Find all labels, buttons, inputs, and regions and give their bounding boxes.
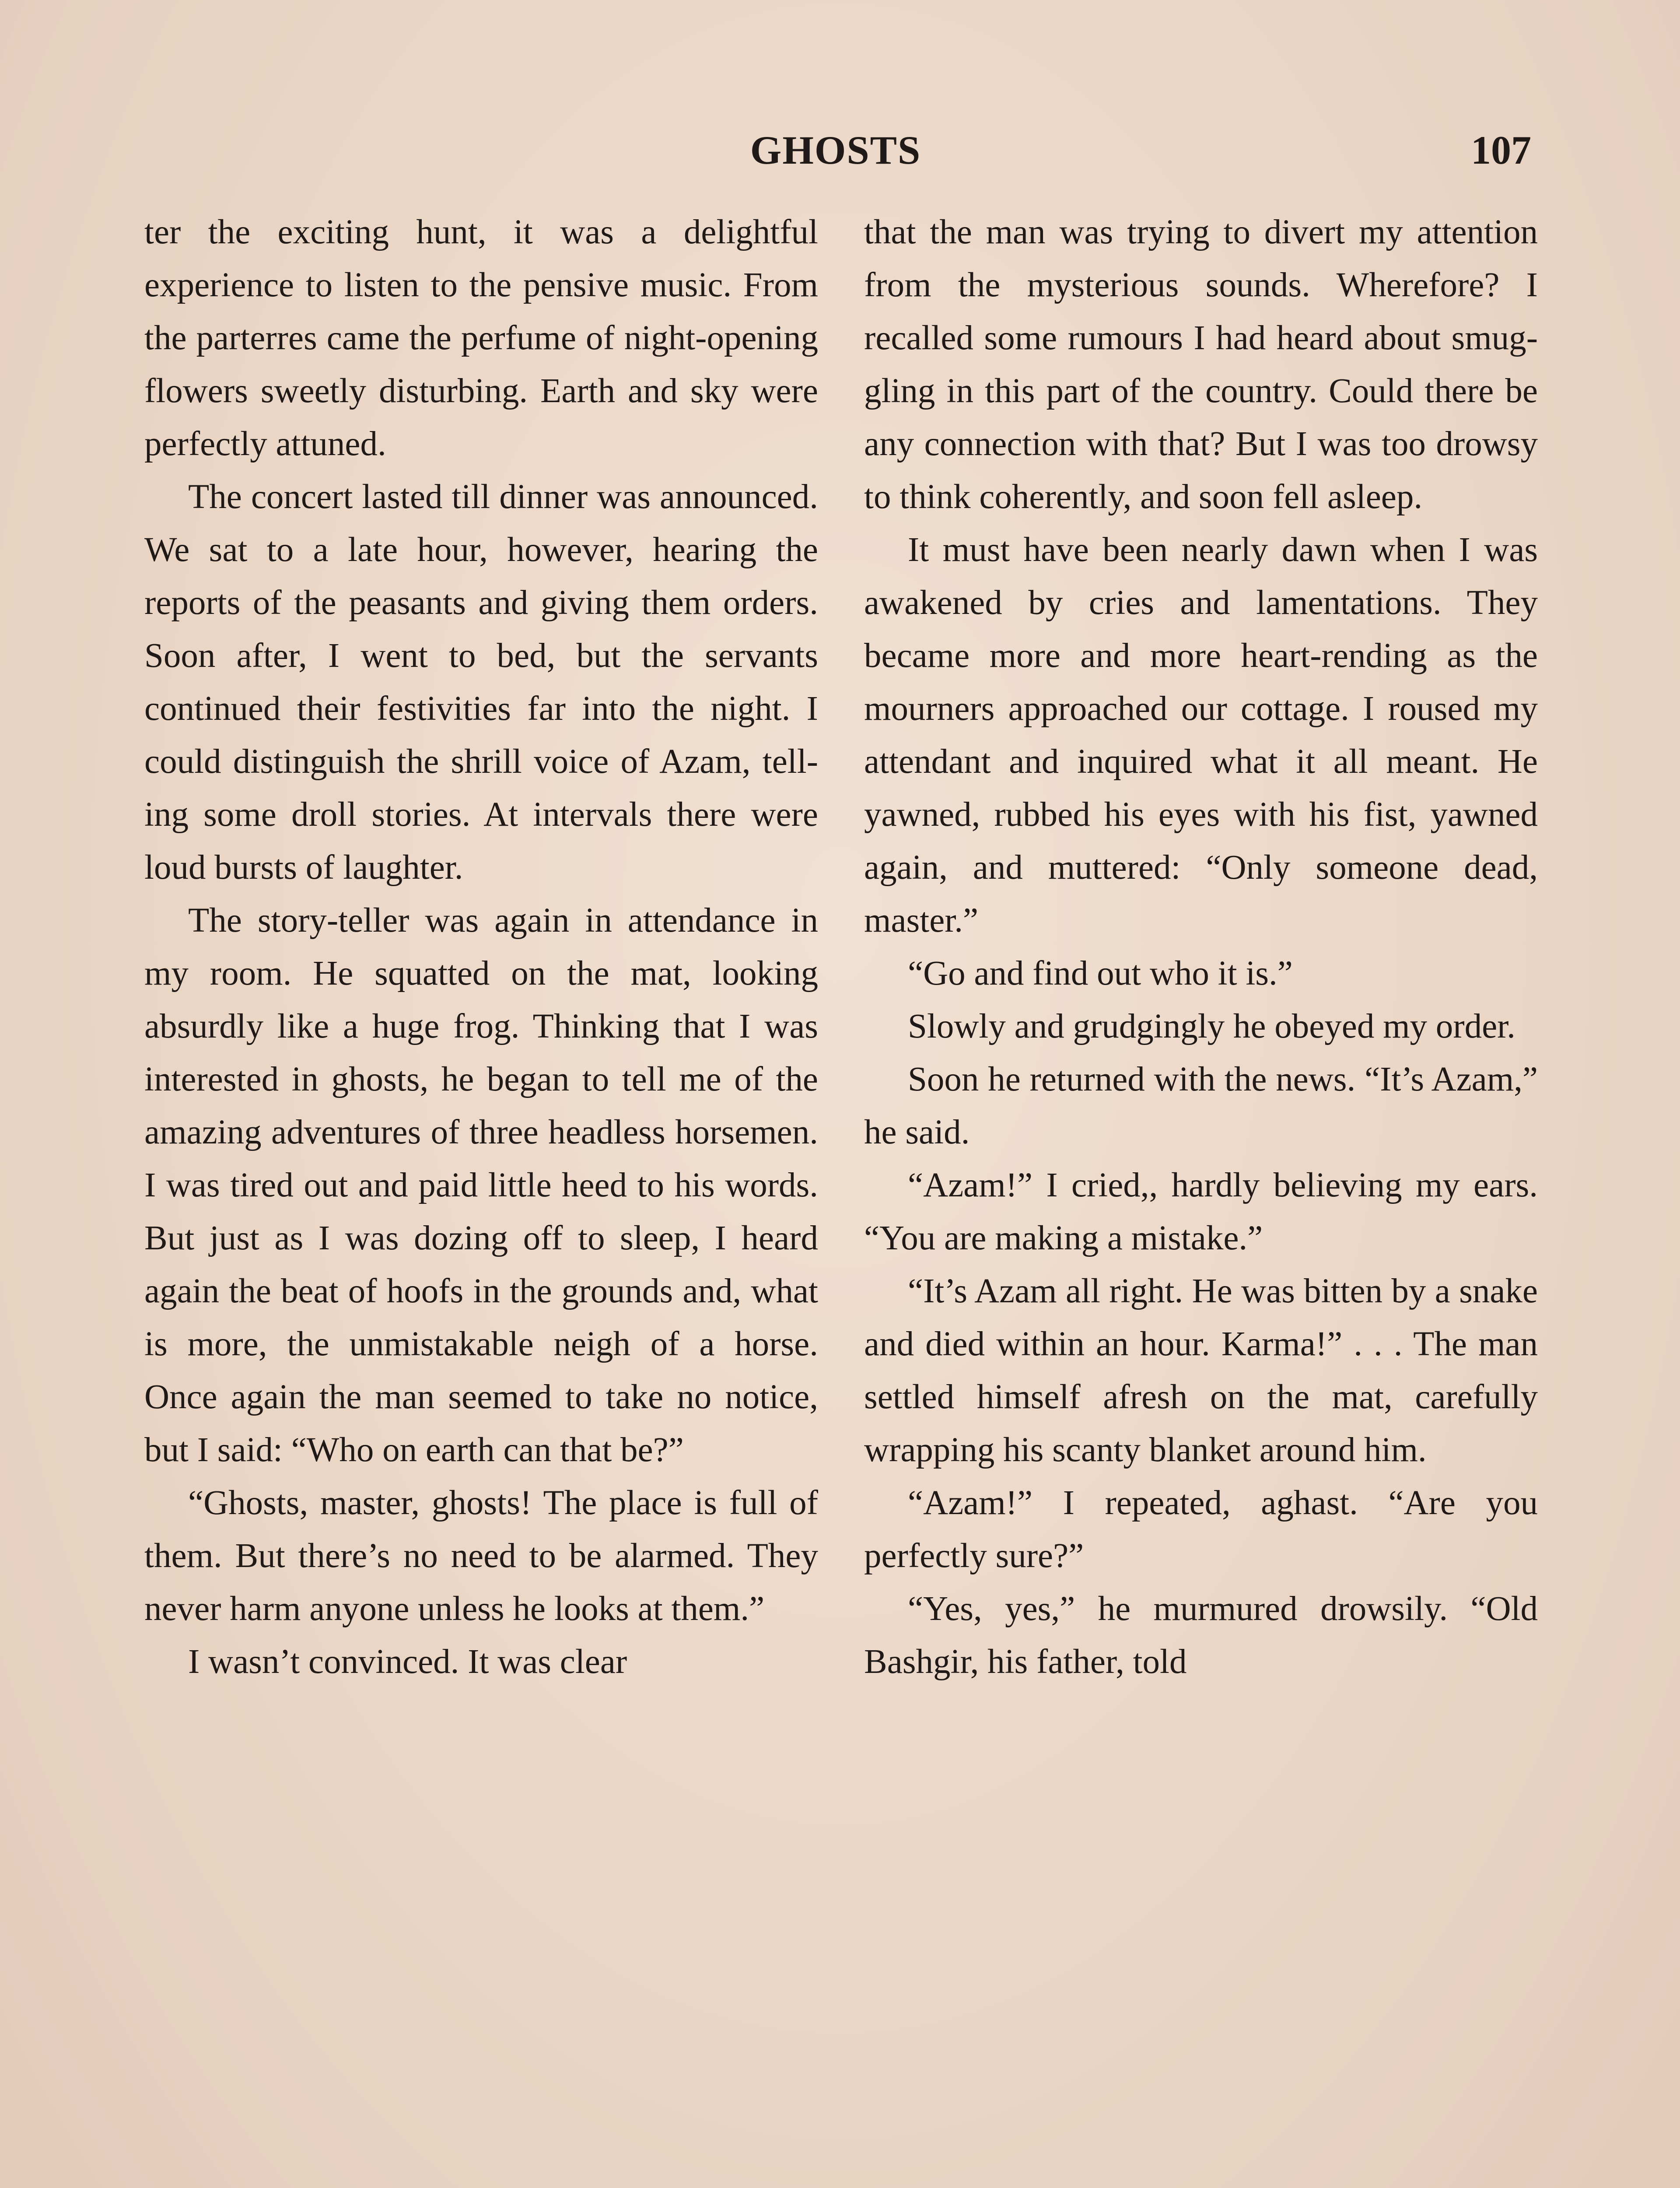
paragraph: Slowly and grudgingly he obeyed my order. <box>908 1007 1516 1045</box>
paragraph: Soon he returned with the news. “It’s Azam,” he said. <box>864 1060 1538 1151</box>
paragraph: I wasn’t convinced. It was clear <box>188 1643 627 1681</box>
paragraph: “Yes, yes,” he murmured drowsily. “Old Bashgir, his father, told <box>864 1590 1538 1681</box>
paragraph: “It’s Azam all right. He was bitten by a snake and died within an hour. Karma!” . . . The man settled himself afresh on the mat, carefully wrapping his scanty blanket around him. <box>864 1272 1538 1469</box>
paragraph: The concert lasted till dinner was announced. We sat to a late hour, however, hearing the reports of the peasants and giving them orders. Soon after, I went to bed, but the servants continued their festivities far into the night. I could distinguish the shrill voice of Azam, telling some droll stories. At intervals there were loud bursts of laughter. <box>144 478 818 887</box>
paragraph: “Azam!” I repeated, aghast. “Are you perfectly sure?” <box>864 1484 1538 1575</box>
running-head <box>140 127 1531 188</box>
paragraph: It must have been nearly dawn when I was awakened by cries and lamentations. They became more and more heart-rending as the mourners approached our cottage. I roused my attendant and inquired what it all meant. He yawned, rubbed his eyes with his fist, yawned again, and muttered: “Only someone dead, master.” <box>864 531 1538 940</box>
left-column <box>144 206 818 1688</box>
paragraph: “Go and find out who it is.” <box>908 954 1293 992</box>
page-number: 107 <box>1471 128 1531 172</box>
paragraph: “Azam!” I cried,, hardly believing my ears. “You are making a mistake.” <box>864 1166 1538 1257</box>
chapter-title: GHOSTS <box>750 128 921 172</box>
right-column <box>864 206 1538 1688</box>
paragraph: The story-teller was again in attendance in my room. He squatted on the mat, looking absurdly like a huge frog. Thinking that I was interested in ghosts, he began to tell me of the amazing adventures of three headless horsemen. I was tired out and paid little heed to his words. But just as I was dozing off to sleep, I heard again the beat of hoofs in the grounds and, what is more, the unmistakable neigh of a horse. Once again the man seemed to take no notice, but I said: “Who on earth can that be?” <box>144 901 818 1469</box>
paragraph: ter the exciting hunt, it was a delightful experience to listen to the pensive music. From the parterres came the perfume of night-opening flowers sweetly disturbing. Earth and sky were perfectly attuned. <box>144 213 818 463</box>
paragraph: “Ghosts, master, ghosts! The place is full of them. But there’s no need to be alarmed. They never harm anyone unless he looks at them.” <box>144 1484 818 1628</box>
paragraph: that the man was trying to divert my attention from the mysterious sounds. Wherefore? I recalled some rumours I had heard about smuggling in this part of the country. Could there be any connection with that? But I was too drowsy to think coherently, and soon fell asleep. <box>864 213 1538 516</box>
